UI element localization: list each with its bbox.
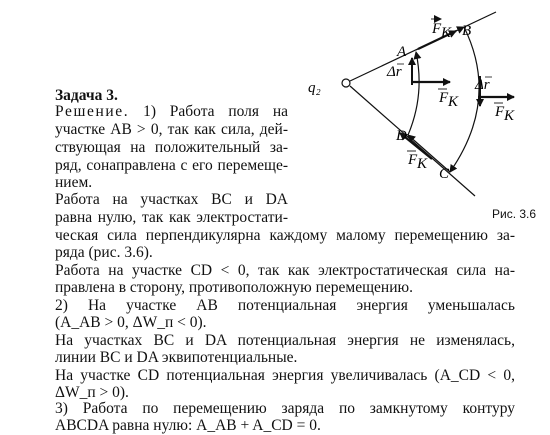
svg-text:F: F xyxy=(439,90,449,106)
text-line-2: участке AB > 0, так как сила, дей- xyxy=(55,121,288,138)
svg-text:A: A xyxy=(397,44,407,60)
text-line-3: ствующая на положительный за- xyxy=(55,139,288,156)
label-force-A xyxy=(438,89,459,110)
text-line-1: Решение. 1) Работа поля на xyxy=(55,103,288,120)
svg-text:B: B xyxy=(462,23,472,39)
figure-field-diagram xyxy=(300,0,550,215)
label-force-top xyxy=(431,19,452,41)
svg-text:q₂: q₂ xyxy=(308,80,321,96)
svg-text:F: F xyxy=(408,152,418,168)
text-line-7: равна нулю, так как электростати- xyxy=(55,209,288,226)
svg-text:Δr: Δr xyxy=(475,77,490,93)
text-line-16: На участке CD потенциальная энергия увеличивалась (A_CD < 0, xyxy=(55,367,515,384)
text-line-17: ΔW_п > 0). xyxy=(55,384,129,401)
svg-text:К: К xyxy=(441,25,451,41)
text-line-11: правлена в сторону, противоположную перемещению. xyxy=(55,279,413,296)
figure-caption: Рис. 3.6 xyxy=(492,207,537,221)
svg-text:К: К xyxy=(504,108,514,124)
text-line-5: нием. xyxy=(55,174,93,191)
label-force-B xyxy=(494,103,515,124)
svg-text:D: D xyxy=(396,128,407,144)
label-B xyxy=(462,23,471,39)
charge-label xyxy=(308,80,321,96)
svg-text:F: F xyxy=(432,21,442,37)
svg-text:К: К xyxy=(417,156,427,172)
label-C xyxy=(439,166,450,182)
text-line-14: На участках BC и DA потенциальная энергия не изменялась, xyxy=(55,332,515,349)
label-delta-r-B xyxy=(474,77,492,93)
text-line-15: линии BC и DA эквипотенциальные. xyxy=(55,349,298,366)
label-D xyxy=(395,128,407,144)
arc-DA xyxy=(408,52,419,135)
text-line-6: Работа на участках BC и DA xyxy=(55,191,288,208)
label-A xyxy=(396,44,407,60)
svg-text:F: F xyxy=(495,104,505,120)
svg-text:C: C xyxy=(439,166,450,182)
text-line-12: 2) На участке AB потенциальная энергия уменьшалась xyxy=(55,297,515,314)
text-line-13: (A_AB > 0, ΔW_п < 0). xyxy=(55,314,207,331)
solution-lead: Решение. xyxy=(55,103,130,120)
text-line-8: ческая сила перпендикулярна каждому малому перемещению за- xyxy=(55,227,515,244)
task-title: Задача 3. xyxy=(55,87,118,104)
text-line-4: ряд, сонаправлена с его перемеще- xyxy=(55,157,288,174)
text-line-9: ряда (рис. 3.6). xyxy=(55,244,153,261)
text-line-18-visible: 3) Работа по перемещению заряда по замкнутому контуру xyxy=(55,400,515,417)
svg-text:Δr: Δr xyxy=(387,64,402,80)
text-line-10: Работа на участке CD < 0, так как электростатическая сила на- xyxy=(55,262,515,279)
charge-circle xyxy=(342,79,350,87)
text-line-19-visible: ABCDA равна нулю: A_AB + A_CD = 0. xyxy=(55,417,321,434)
svg-text:К: К xyxy=(448,94,458,110)
label-delta-r-A xyxy=(386,64,404,80)
